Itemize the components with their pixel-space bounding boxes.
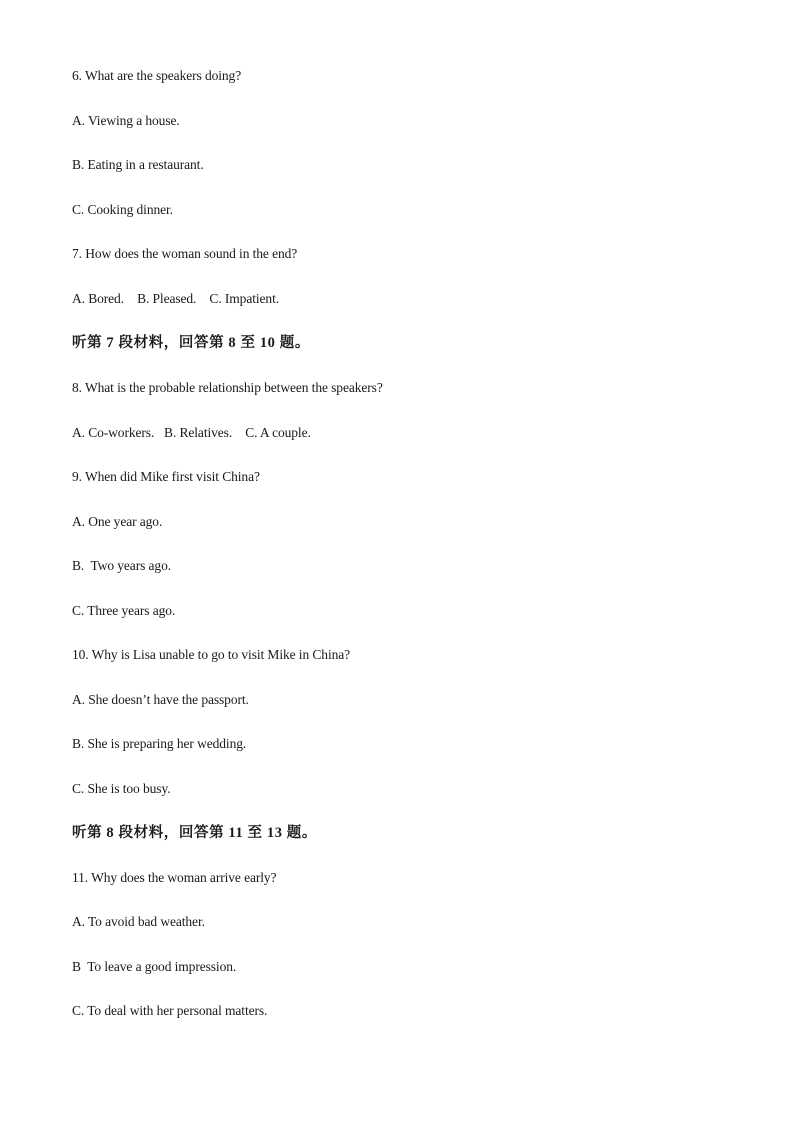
question-10: 10. Why is Lisa unable to go to visit Mike in China?	[72, 647, 351, 662]
question-10-option-a: A. She doesn’t have the passport.	[72, 692, 249, 707]
question-9-option-a: A. One year ago.	[72, 514, 163, 529]
question-9: 9. When did Mike first visit China?	[72, 469, 260, 484]
section-heading-passage-7: 听第 7 段材料，回答第 8 至 10 题。	[72, 335, 310, 351]
question-8: 8. What is the probable relationship between the speakers?	[72, 380, 383, 395]
question-8-options: A. Co-workers. B. Relatives. C. A couple.	[72, 425, 311, 440]
question-9-option-b: B. Two years ago.	[72, 558, 171, 573]
question-10-option-c: C. She is too busy.	[72, 781, 171, 796]
question-11: 11. Why does the woman arrive early?	[72, 870, 277, 885]
question-7: 7. How does the woman sound in the end?	[72, 246, 298, 261]
question-6-option-a: A. Viewing a house.	[72, 113, 180, 128]
question-10-option-b: B. She is preparing her wedding.	[72, 736, 247, 751]
question-6-option-c: C. Cooking dinner.	[72, 202, 173, 217]
question-6: 6. What are the speakers doing?	[72, 68, 242, 83]
question-11-option-a: A. To avoid bad weather.	[72, 914, 205, 929]
question-11-option-b: B To leave a good impression.	[72, 959, 237, 974]
section-heading-passage-8: 听第 8 段材料，回答第 11 至 13 题。	[72, 825, 317, 841]
question-11-option-c: C. To deal with her personal matters.	[72, 1003, 268, 1018]
question-7-options: A. Bored. B. Pleased. C. Impatient.	[72, 291, 279, 306]
question-9-option-c: C. Three years ago.	[72, 603, 176, 618]
question-6-option-b: B. Eating in a restaurant.	[72, 157, 204, 172]
